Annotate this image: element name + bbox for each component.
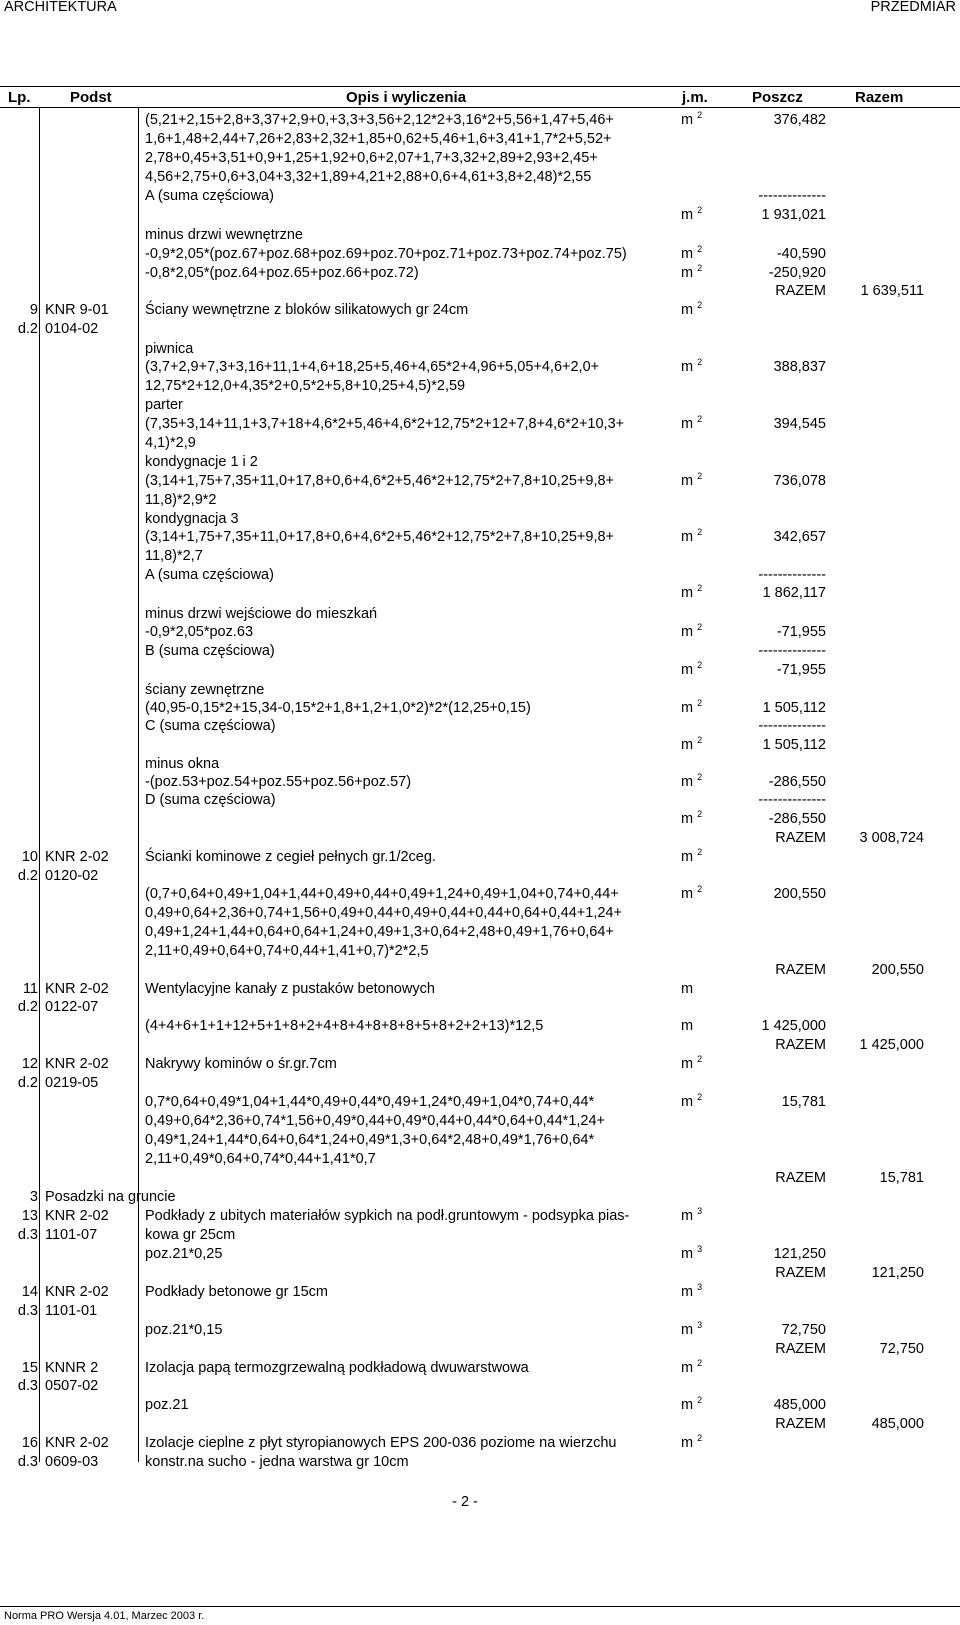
cell-podst: 0507-02 <box>45 1378 99 1394</box>
cell-desc: 0,49+0,64*2,36+0,74*1,56+0,49*0,44+0,49*0,44+0,44*0,64+0,44*1,24+ <box>145 1113 606 1129</box>
cell-lp: 10 <box>21 849 38 865</box>
cell-lp: d.3 <box>17 1454 38 1470</box>
cell-jm <box>681 1321 702 1339</box>
cell-jm <box>681 1245 702 1263</box>
unit-text: m <box>681 886 694 902</box>
col-header-lp: Lp. <box>8 89 31 106</box>
cell-desc: poz.21*0,25 <box>145 1246 223 1262</box>
cell-desc: C (suma częściowa) <box>145 718 276 734</box>
cell-lp: d.3 <box>17 1378 38 1394</box>
unit-exponent: 2 <box>697 263 703 274</box>
cell-desc: 2,11+0,49+0,64+0,74+0,44+1,41+0,7)*2*2,5 <box>145 943 429 959</box>
cell-podst: KNNR 2 <box>45 1360 99 1376</box>
unit-exponent: 2 <box>697 1054 703 1065</box>
cell-desc: 2,78+0,45+3,51+0,9+1,25+1,92+0,6+2,07+1,7+3,32+2,89+2,93+2,45+ <box>145 150 598 166</box>
cell-desc: konstr.na sucho - jedna warstwa gr 10cm <box>145 1454 409 1470</box>
cell-jm <box>681 1093 702 1111</box>
cell-poszcz: RAZEM <box>775 1170 826 1186</box>
cell-desc: (3,14+1,75+7,35+11,0+17,8+0,6+4,6*2+5,46*2+12,75*2+7,8+10,25+9,8+ <box>145 473 615 489</box>
cell-podst: 1101-01 <box>45 1303 98 1319</box>
cell-razem: 1 425,000 <box>859 1037 924 1053</box>
cell-jm <box>681 736 702 754</box>
cell-desc: minus drzwi wewnętrzne <box>145 227 303 243</box>
unit-text: m <box>681 1397 694 1413</box>
cell-lp: 12 <box>21 1056 38 1072</box>
col-header-razem: Razem <box>855 89 904 106</box>
cell-poszcz: 388,837 <box>773 359 826 375</box>
cell-desc: Nakrywy kominów o śr.gr.7cm <box>145 1056 337 1072</box>
cell-poszcz: 72,750 <box>781 1322 826 1338</box>
cell-desc: 2,11+0,49*0,64+0,74*0,44+1,41*0,7 <box>145 1151 376 1167</box>
unit-text: m <box>681 246 694 262</box>
cell-desc: Podkłady betonowe gr 15cm <box>145 1284 328 1300</box>
cell-poszcz: RAZEM <box>775 962 826 978</box>
cell-podst: 0219-05 <box>45 1075 99 1091</box>
unit-text: m <box>681 585 694 601</box>
unit-text: m <box>681 737 694 753</box>
cell-jm <box>681 206 702 224</box>
cell-jm <box>681 773 702 791</box>
cell-poszcz: RAZEM <box>775 1341 826 1357</box>
cell-lp: 16 <box>21 1435 38 1451</box>
cell-poszcz: 200,550 <box>773 886 826 902</box>
cell-jm <box>681 980 693 998</box>
cell-desc: (40,95-0,15*2+15,34-0,15*2+1,8+1,2+1,0*2)*2*(12,25+0,15) <box>145 700 531 716</box>
cell-desc: parter <box>145 397 183 413</box>
cell-lp: 9 <box>29 302 38 318</box>
cell-poszcz: RAZEM <box>775 830 826 846</box>
cell-desc: minus drzwi wejściowe do mieszkań <box>145 606 378 622</box>
unit-exponent: 3 <box>697 1206 703 1217</box>
unit-exponent: 2 <box>697 244 703 255</box>
cell-jm <box>681 885 702 903</box>
unit-text: m <box>681 529 694 545</box>
cell-razem: 485,000 <box>871 1416 924 1432</box>
unit-text: m <box>681 700 694 716</box>
cell-razem: 72,750 <box>879 1341 924 1357</box>
cell-desc: Izolacja papą termozgrzewalną podkładową dwuwarstwowa <box>145 1360 529 1376</box>
unit-exponent: 2 <box>697 735 703 746</box>
cell-poszcz: -286,550 <box>768 811 826 827</box>
cell-desc: (3,14+1,75+7,35+11,0+17,8+0,6+4,6*2+5,46*2+12,75*2+7,8+10,25+9,8+ <box>145 529 615 545</box>
cell-jm <box>681 1396 702 1414</box>
cell-razem: 3 008,724 <box>859 830 924 846</box>
cell-desc: Podkłady z ubitych materiałów sypkich na podł.gruntowym - podsypka pias- <box>145 1208 630 1224</box>
unit-text: m <box>681 1435 694 1451</box>
cell-desc: (3,7+2,9+7,3+3,16+11,1+4,6+18,25+5,46+4,65*2+4,96+5,05+4,6+2,0+ <box>145 359 600 375</box>
unit-exponent: 2 <box>697 772 703 783</box>
unit-exponent: 2 <box>697 847 703 858</box>
cell-poszcz: 376,482 <box>773 112 826 128</box>
cell-desc: 4,56+2,75+0,6+3,04+3,32+1,89+4,21+2,88+0,6+4,61+3,8+2,48)*2,55 <box>145 169 592 185</box>
table-header-rule <box>0 107 960 108</box>
table-top-rule <box>0 86 960 87</box>
unit-text: m <box>681 1094 694 1110</box>
cell-podst: KNR 2-02 <box>45 1056 109 1072</box>
unit-exponent: 2 <box>697 414 703 425</box>
cell-jm <box>681 699 702 717</box>
cell-lp: 3 <box>29 1189 38 1205</box>
cell-poszcz: RAZEM <box>775 1416 826 1432</box>
cell-desc: 0,49*1,24+1,44*0,64+0,64*1,24+0,49*1,3+0,64*2,48+0,49*1,76+0,64* <box>145 1132 595 1148</box>
unit-text: m <box>681 1322 694 1338</box>
cell-jm <box>681 472 702 490</box>
cell-jm <box>681 111 702 129</box>
footer-text: Norma PRO Wersja 4.01, Marzec 2003 r. <box>4 1610 205 1622</box>
cell-desc: A (suma częściowa) <box>145 567 274 583</box>
cell-desc: -0,9*2,05*poz.63 <box>145 624 254 640</box>
cell-razem: 15,781 <box>879 1170 924 1186</box>
cell-podst: KNR 2-02 <box>45 849 109 865</box>
cell-desc: minus okna <box>145 756 220 772</box>
unit-exponent: 3 <box>697 1282 703 1293</box>
cell-desc: Wentylacyjne kanały z pustaków betonowych <box>145 981 435 997</box>
cell-desc: -0,9*2,05*(poz.67+poz.68+poz.69+poz.70+poz.71+poz.73+poz.74+poz.75) <box>145 246 627 262</box>
cell-poszcz: 394,545 <box>773 416 826 432</box>
cell-poszcz: RAZEM <box>775 1265 826 1281</box>
cell-lp: d.2 <box>17 321 38 337</box>
cell-desc: -(poz.53+poz.54+poz.55+poz.56+poz.57) <box>145 774 412 790</box>
cell-poszcz: 121,250 <box>773 1246 826 1262</box>
cell-razem: 121,250 <box>871 1265 924 1281</box>
unit-text: m <box>681 1056 694 1072</box>
unit-exponent: 2 <box>697 1433 703 1444</box>
cell-lp: 15 <box>21 1360 38 1376</box>
cell-jm <box>681 810 702 828</box>
cell-jm <box>681 245 702 263</box>
cell-poszcz: -286,550 <box>768 774 826 790</box>
cell-podst: KNR 2-02 <box>45 1208 109 1224</box>
unit-exponent: 2 <box>697 110 703 121</box>
cell-podst: KNR 9-01 <box>45 302 109 318</box>
cell-lp: 14 <box>21 1284 38 1300</box>
unit-exponent: 2 <box>697 583 703 594</box>
cell-razem: 1 639,511 <box>860 283 924 299</box>
cell-desc: (5,21+2,15+2,8+3,37+2,9+0,+3,3+3,56+2,12*2+3,16*2+5,56+1,47+5,46+ <box>145 112 614 128</box>
cell-desc: (4+4+6+1+1+12+5+1+8+2+4+8+4+8+8+8+5+8+2+2+13)*12,5 <box>145 1018 544 1034</box>
unit-text: m <box>681 1018 694 1034</box>
unit-exponent: 2 <box>697 698 703 709</box>
col-header-podst: Podst <box>70 89 112 106</box>
cell-podst: 1101-07 <box>45 1227 98 1243</box>
cell-jm <box>681 1283 702 1301</box>
cell-desc: (0,7+0,64+0,49+1,04+1,44+0,49+0,44+0,49+1,24+0,49+1,04+0,74+0,44+ <box>145 886 619 902</box>
unit-text: m <box>681 473 694 489</box>
cell-poszcz: RAZEM <box>775 1037 826 1053</box>
cell-podst: Posadzki na gruncie <box>45 1189 176 1205</box>
unit-exponent: 2 <box>697 357 703 368</box>
cell-poszcz: -40,590 <box>776 246 826 262</box>
cell-lp: 11 <box>22 981 38 997</box>
cell-desc: 0,7*0,64+0,49*1,04+1,44*0,49+0,44*0,49+1,24*0,49+1,04*0,74+0,44* <box>145 1094 595 1110</box>
unit-exponent: 2 <box>697 660 703 671</box>
unit-exponent: 2 <box>697 622 703 633</box>
header-right: PRZEDMIAR <box>870 0 956 15</box>
unit-text: m <box>681 112 694 128</box>
cell-jm <box>681 661 702 679</box>
cell-jm <box>681 1055 702 1073</box>
header-left: ARCHITEKTURA <box>4 0 117 15</box>
unit-exponent: 2 <box>697 527 703 538</box>
cell-desc: Ścianki kominowe z cegieł pełnych gr.1/2ceg. <box>145 849 436 865</box>
cell-podst: 0122-07 <box>45 999 99 1015</box>
cell-lp: d.3 <box>17 1227 38 1243</box>
cell-desc: kowa gr 25cm <box>145 1227 236 1243</box>
cell-poszcz: -250,920 <box>768 265 826 281</box>
cell-poszcz: 1 425,000 <box>761 1018 826 1034</box>
col-header-jm: j.m. <box>682 89 708 106</box>
cell-poszcz: 1 505,112 <box>762 737 826 753</box>
unit-exponent: 2 <box>697 884 703 895</box>
cell-desc: piwnica <box>145 341 194 357</box>
page-number: - 2 - <box>452 1494 478 1510</box>
cell-poszcz: 1 931,021 <box>761 207 826 223</box>
cell-poszcz: -------------- <box>758 792 826 808</box>
cell-poszcz: -------------- <box>758 188 826 204</box>
cell-desc: (7,35+3,14+11,1+3,7+18+4,6*2+5,46+4,6*2+12,75*2+12+7,8+4,6*2+10,3+ <box>145 416 625 432</box>
unit-text: m <box>681 207 694 223</box>
cell-desc: poz.21*0,15 <box>145 1322 223 1338</box>
unit-text: m <box>681 849 694 865</box>
unit-exponent: 2 <box>697 1092 703 1103</box>
cell-jm <box>681 623 702 641</box>
cell-podst: KNR 2-02 <box>45 1435 109 1451</box>
cell-poszcz: 15,781 <box>781 1094 826 1110</box>
unit-text: m <box>681 981 694 997</box>
unit-text: m <box>681 1246 694 1262</box>
cell-desc: B (suma częściowa) <box>145 643 275 659</box>
lp-column-divider <box>39 107 40 1462</box>
unit-text: m <box>681 1208 694 1224</box>
cell-jm <box>681 264 702 282</box>
unit-exponent: 2 <box>697 471 703 482</box>
cell-desc: 11,8)*2,7 <box>145 548 203 564</box>
cell-desc: 12,75*2+12,0+4,35*2+0,5*2+5,8+10,25+4,5)*2,59 <box>145 378 466 394</box>
unit-text: m <box>681 265 694 281</box>
cell-podst: KNR 2-02 <box>45 1284 109 1300</box>
cell-desc: 0,49+0,64+2,36+0,74+1,56+0,49+0,44+0,49+0,44+0,44+0,64+0,44+1,24+ <box>145 905 622 921</box>
cell-desc: D (suma częściowa) <box>145 792 276 808</box>
cell-jm <box>681 1207 702 1225</box>
cell-poszcz: -------------- <box>758 567 826 583</box>
unit-text: m <box>681 1284 694 1300</box>
cell-jm <box>681 358 702 376</box>
cell-podst: 0104-02 <box>45 321 99 337</box>
cell-jm <box>681 584 702 602</box>
unit-text: m <box>681 662 694 678</box>
cell-razem: 200,550 <box>871 962 924 978</box>
cell-podst: 0120-02 <box>45 868 99 884</box>
cell-poszcz: 485,000 <box>773 1397 826 1413</box>
unit-text: m <box>681 774 694 790</box>
unit-exponent: 3 <box>697 1244 703 1255</box>
cell-desc: 11,8)*2,9*2 <box>145 492 217 508</box>
unit-exponent: 2 <box>697 1358 703 1369</box>
cell-poszcz: 736,078 <box>773 473 826 489</box>
cell-jm <box>681 1359 702 1377</box>
unit-text: m <box>681 624 694 640</box>
cell-desc: -0,8*2,05*(poz.64+poz.65+poz.66+poz.72) <box>145 265 419 281</box>
cell-lp: d.2 <box>17 1075 38 1091</box>
cell-jm <box>681 301 702 319</box>
cell-podst: KNR 2-02 <box>45 981 109 997</box>
cell-lp: d.2 <box>17 868 38 884</box>
cell-desc: ściany zewnętrzne <box>145 682 265 698</box>
cell-desc: 4,1)*2,9 <box>145 435 196 451</box>
cell-desc: 0,49+1,24+1,44+0,64+0,64+1,24+0,49+1,3+0,64+2,48+0,49+1,76+0,64+ <box>145 924 614 940</box>
unit-text: m <box>681 811 694 827</box>
col-header-poszcz: Poszcz <box>752 89 803 106</box>
cell-poszcz: -------------- <box>758 643 826 659</box>
cell-jm <box>681 848 702 866</box>
unit-exponent: 2 <box>697 300 703 311</box>
cell-jm <box>681 415 702 433</box>
cell-desc: Izolacje cieplne z płyt styropianowych EPS 200-036 poziome na wierzchu <box>145 1435 617 1451</box>
cell-lp: d.3 <box>17 1303 38 1319</box>
unit-text: m <box>681 359 694 375</box>
cell-poszcz: 1 862,117 <box>762 585 826 601</box>
unit-text: m <box>681 416 694 432</box>
cell-poszcz: -71,955 <box>776 662 826 678</box>
cell-desc: A (suma częściowa) <box>145 188 274 204</box>
cell-desc: 1,6+1,48+2,44+7,26+2,83+2,32+1,85+0,62+5,46+1,6+3,41+1,7*2+5,52+ <box>145 131 612 147</box>
cell-poszcz: 1 505,112 <box>762 700 826 716</box>
cell-poszcz: -------------- <box>758 718 826 734</box>
unit-exponent: 3 <box>697 1320 703 1331</box>
unit-exponent: 2 <box>697 205 703 216</box>
cell-desc: poz.21 <box>145 1397 189 1413</box>
cell-jm <box>681 1017 693 1035</box>
cell-desc: kondygnacje 1 i 2 <box>145 454 258 470</box>
cell-podst: 0609-03 <box>45 1454 99 1470</box>
cell-lp: 13 <box>21 1208 38 1224</box>
unit-exponent: 2 <box>697 809 703 820</box>
cell-poszcz: RAZEM <box>775 283 826 299</box>
cell-desc: kondygnacja 3 <box>145 511 239 527</box>
cell-desc: Ściany wewnętrzne z bloków silikatowych gr 24cm <box>145 302 469 318</box>
unit-text: m <box>681 1360 694 1376</box>
cell-jm <box>681 528 702 546</box>
cell-lp: d.2 <box>17 999 38 1015</box>
cell-poszcz: -71,955 <box>776 624 826 640</box>
podst-column-divider <box>138 107 139 1462</box>
col-header-opis: Opis i wyliczenia <box>346 89 467 106</box>
cell-poszcz: 342,657 <box>773 529 826 545</box>
cell-jm <box>681 1434 702 1452</box>
unit-exponent: 2 <box>697 1395 703 1406</box>
unit-text: m <box>681 302 694 318</box>
